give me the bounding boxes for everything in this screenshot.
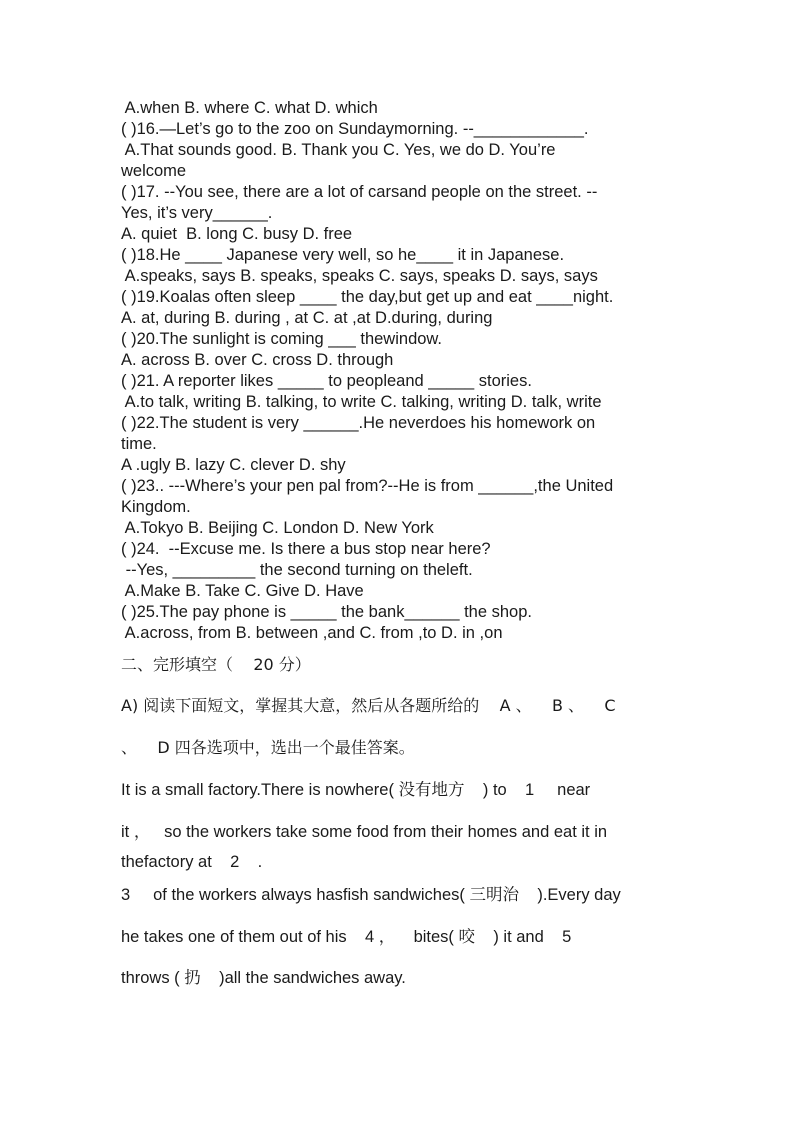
question-line: --Yes, _________ the second turning on theleft. (121, 561, 473, 579)
question-line: A.Make B. Take C. Give D. Have (121, 582, 364, 600)
question-line: A. across B. over C. cross D. through (121, 351, 394, 369)
section-heading: 二、完形填空（ 20 分） (121, 655, 311, 674)
passage-line: throws ( 扔 )all the sandwiches away. (121, 969, 406, 987)
question-line: ( )18.He ____ Japanese very well, so he____ it in Japanese. (121, 246, 565, 264)
question-line: A.to talk, writing B. talking, to write C. talking, writing D. talk, write (121, 393, 602, 411)
passage-line: he takes one of them out of his 4 ， bites( 咬 ) it and 5 (121, 928, 572, 946)
passage-line: 3 of the workers always hasfish sandwiches( 三明治 ).Every day (121, 886, 621, 904)
question-line: ( )23.. ---Where’s your pen pal from?--He is from ______,the United (121, 477, 614, 495)
question-line: time. (121, 435, 157, 453)
question-line: ( )19.Koalas often sleep ____ the day,but get up and eat ____night. (121, 288, 614, 306)
question-line: A.when B. where C. what D. which (121, 99, 378, 117)
question-line: Kingdom. (121, 498, 191, 516)
question-line: A. quiet B. long C. busy D. free (121, 225, 353, 243)
question-line: A .ugly B. lazy C. clever D. shy (121, 456, 346, 474)
passage-line: It is a small factory.There is nowhere( 没有地方 ) to 1 near (121, 781, 591, 799)
question-line: ( )20.The sunlight is coming ___ thewindow. (121, 330, 443, 348)
question-line: Yes, it’s very______. (121, 204, 273, 222)
question-line: ( )24. --Excuse me. Is there a bus stop near here? (121, 540, 491, 558)
question-line: ( )17. --You see, there are a lot of carsand people on the street. -- (121, 183, 598, 201)
section-instruction: 、 D 四各选项中，选出一个最佳答案。 (121, 738, 415, 757)
question-line: A.speaks, says B. speaks, speaks C. says, speaks D. says, says (121, 267, 598, 285)
question-line: welcome (121, 162, 187, 180)
passage-line: thefactory at 2 . (121, 853, 263, 871)
question-line: A.Tokyo B. Beijing C. London D. New York (121, 519, 434, 537)
question-line: ( )22.The student is very ______.He neverdoes his homework on (121, 414, 596, 432)
question-line: A. at, during B. during , at C. at ,at D.during, during (121, 309, 493, 327)
question-line: A.That sounds good. B. Thank you C. Yes, we do D. You’re (121, 141, 556, 159)
question-line: ( )16.—Let’s go to the zoo on Sundaymorning. --____________. (121, 120, 589, 138)
section-instruction: A) 阅读下面短文，掌握其大意，然后从各题所给的 A 、 B 、 C (121, 696, 616, 715)
question-line: ( )25.The pay phone is _____ the bank______ the shop. (121, 603, 532, 621)
passage-line: it ， so the workers take some food from their homes and eat it in (121, 823, 608, 841)
question-line: A.across, from B. between ,and C. from ,to D. in ,on (121, 624, 503, 642)
question-line: ( )21. A reporter likes _____ to peopleand _____ stories. (121, 372, 532, 390)
